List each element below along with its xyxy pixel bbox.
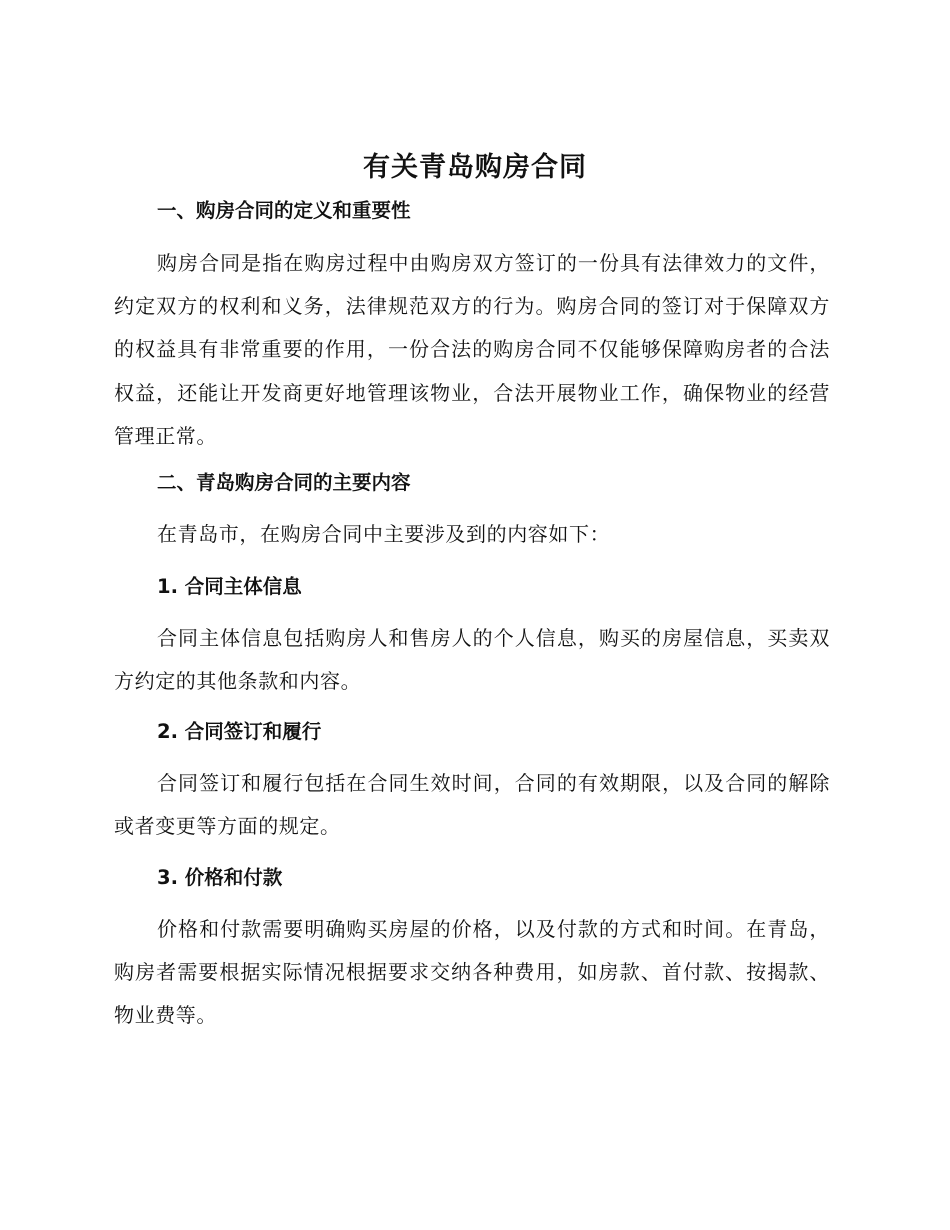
- item-3-paragraph: 价格和付款需要明确购买房屋的价格，以及付款的方式和时间。在青岛，购房者需要根据实际情况根据要求交纳各种费用，如房款、首付款、按揭款、物业费等。: [114, 917, 830, 1028]
- section-1-heading: 一、购房合同的定义和重要性: [157, 199, 411, 222]
- item-2-heading: 2. 合同签订和履行: [157, 720, 322, 743]
- item-1-paragraph: 合同主体信息包括购房人和售房人的个人信息，购买的房屋信息，买卖双方约定的其他条款和内容。: [114, 626, 830, 694]
- document-title: 有关青岛购房合同: [363, 152, 587, 183]
- item-2-paragraph: 合同签订和履行包括在合同生效时间，合同的有效期限，以及合同的解除或者变更等方面的规定。: [114, 771, 830, 839]
- item-3-heading: 3. 价格和付款: [157, 866, 283, 889]
- section-1-paragraph: 购房合同是指在购房过程中由购房双方签订的一份具有法律效力的文件，约定双方的权利和义务，法律规范双方的行为。购房合同的签订对于保障双方的权益具有非常重要的作用，一份合法的购房合同不仅能够保障购房者的合法权益，还能让开发商更好地管理该物业，合法开展物业工作，确保物业的经营管理正常。: [114, 251, 830, 448]
- section-2-heading: 二、青岛购房合同的主要内容: [157, 471, 411, 494]
- section-2-intro: 在青岛市，在购房合同中主要涉及到的内容如下：: [157, 522, 611, 546]
- item-1-heading: 1. 合同主体信息: [157, 575, 302, 598]
